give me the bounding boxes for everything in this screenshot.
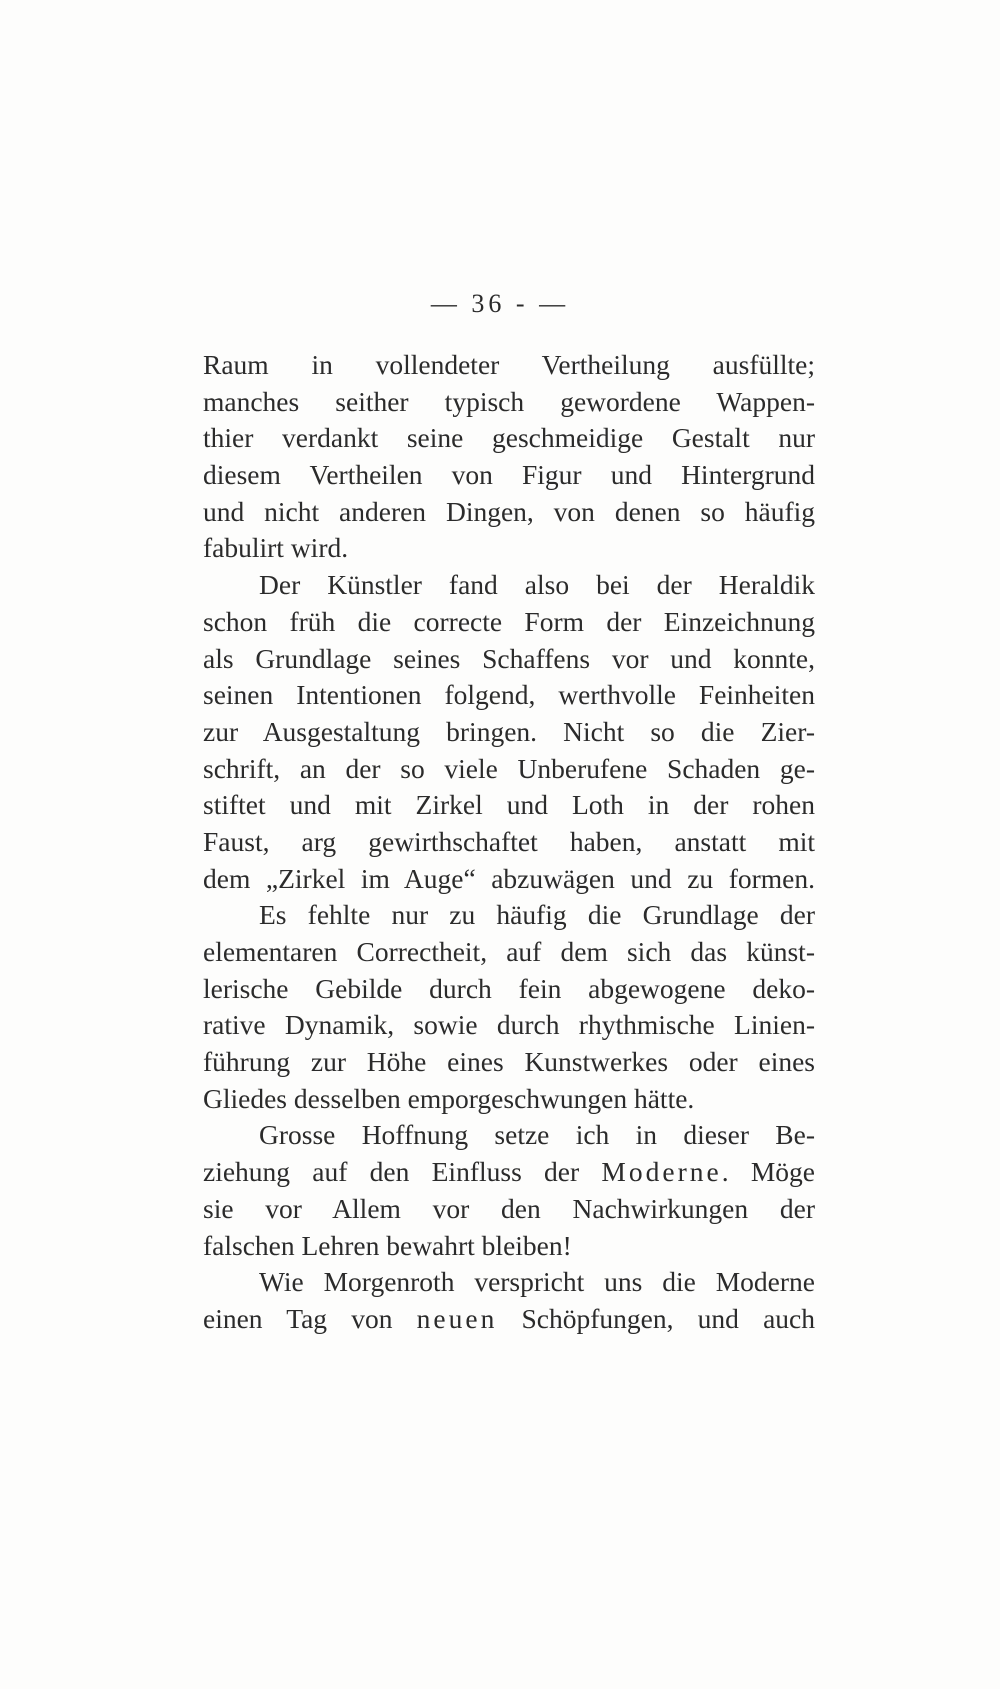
text-line: Es fehlte nur zu häufig die Grundlage der xyxy=(259,899,815,931)
text-line: falschen Lehren bewahrt bleiben! xyxy=(203,1229,572,1261)
text-line: schon früh die correcte Form der Einzeichnung xyxy=(203,605,815,637)
spaced-emphasis: neuen xyxy=(416,1302,498,1334)
text-line: dem „Zirkel im Auge“ abzuwägen und zu formen. xyxy=(203,862,815,894)
text-line xyxy=(203,1154,815,1191)
text-segment: ziehung auf den Einfluss der xyxy=(203,1156,602,1188)
text-line: sie vor Allem vor den Nachwirkungen der xyxy=(203,1192,815,1224)
text-line: stiftet und mit Zirkel und Loth in der rohen xyxy=(203,789,815,821)
text-line: manches seither typisch gewordene Wappen- xyxy=(203,385,815,417)
text-line: Der Künstler fand also bei der Heraldik xyxy=(259,569,815,601)
text-line: seinen Intentionen folgend, werthvolle Feinheiten xyxy=(203,679,815,711)
text-line: thier verdankt seine geschmeidige Gestalt nur xyxy=(203,422,815,454)
text-line: rative Dynamik, sowie durch rhythmische Linien- xyxy=(203,1009,815,1041)
spaced-emphasis: Moderne xyxy=(601,1156,722,1188)
text-line: Raum in vollendeter Vertheilung ausfüllte; xyxy=(203,349,815,380)
page-number: — 36 - — xyxy=(430,289,570,318)
text-line: und nicht anderen Dingen, von denen so häufig xyxy=(203,495,815,527)
text-line: Gliedes desselben emporgeschwungen hätte. xyxy=(203,1082,695,1114)
text-line: diesem Vertheilen von Figur und Hintergrund xyxy=(203,459,815,491)
text-segment: einen Tag von xyxy=(203,1302,417,1334)
body-text xyxy=(203,347,815,1338)
text-segment: Schöpfungen, und auch xyxy=(497,1302,815,1334)
text-line: führung zur Höhe eines Kunstwerkes oder eines xyxy=(203,1046,815,1078)
text-line: elementaren Correctheit, auf dem sich das künst- xyxy=(203,936,815,967)
text-line xyxy=(203,1301,815,1338)
text-line: lerische Gebilde durch fein abgewogene deko- xyxy=(203,972,815,1004)
text-line: fabulirt wird. xyxy=(203,532,349,564)
text-line: schrift, an der so viele Unberufene Schaden ge- xyxy=(203,752,815,784)
text-line: Wie Morgenroth verspricht uns die Moderne xyxy=(259,1266,815,1298)
text-line: Faust, arg gewirthschaftet haben, anstatt mit xyxy=(203,825,815,857)
text-line: Grosse Hoffnung setze ich in dieser Be- xyxy=(259,1119,815,1151)
text-line: zur Ausgestaltung bringen. Nicht so die Zier- xyxy=(203,715,815,747)
text-line: als Grundlage seines Schaffens vor und konnte, xyxy=(203,642,815,674)
text-segment: . Möge xyxy=(721,1156,815,1188)
